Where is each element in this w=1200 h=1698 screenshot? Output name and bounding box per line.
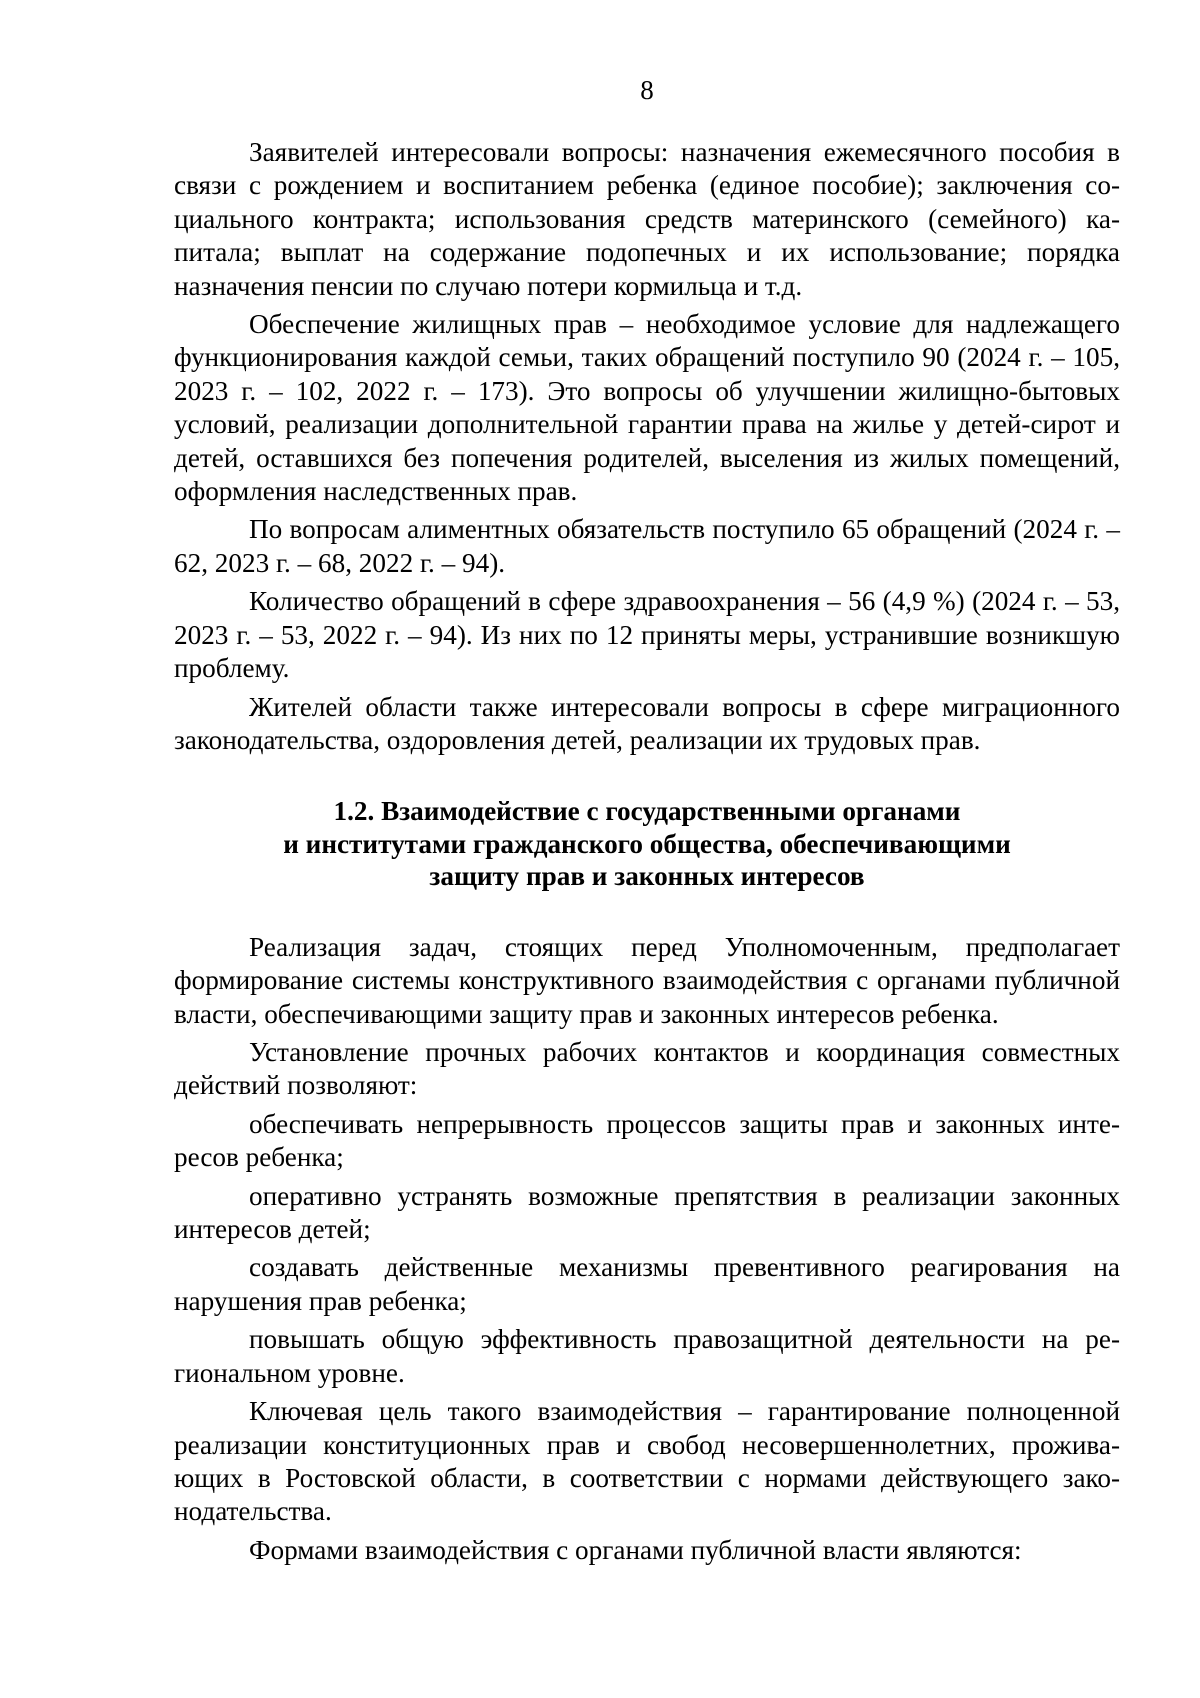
paragraph-healthcare: Количество обращений в сфере здравоохранения – 56 (4,9 %) (2024 г. – 53, 2023 г. – 53, 2022 г. – 94). Из них по 12 приняты меры, устранившие возникшую проблему. bbox=[174, 586, 1120, 684]
section-heading-line: защиту прав и законных интересов bbox=[429, 861, 865, 892]
paragraph-migration: Жителей области также интересовали вопросы в сфере миграционного законодательства, оздоровления детей, реализации их трудовых прав. bbox=[174, 691, 1120, 755]
paragraph-applicant-questions: Заявителей интересовали вопросы: назначения ежемесячного пособия в связи с рождением и воспитанием ребенка (единое пособие); заключения социального контракта; использования средств материнского (семейного) капитала; выплат на содержание подопечных и их использование; порядка назначения пенсии по случаю потери кормильца и т.д. bbox=[174, 137, 1120, 301]
section-heading-line: 1.2. Взаимодействие с государственными органами bbox=[333, 796, 961, 827]
paragraph-housing-rights: Обеспечение жилищных прав – необходимое условие для надлежащего функционирования каждой семьи, таких обращений поступило 90 (2024 г. – 105, 2023 г. – 102, 2022 г. – 173). Это вопросы об улучшении жилищно-бытовых условий, реализации дополнительной гарантии права на жилье у детей-сирот и детей, оставшихся без попечения родителей, выселения из жилых помещений, оформления наследственных прав. bbox=[174, 309, 1120, 507]
document-body bbox=[174, 136, 1120, 1572]
list-item: оперативно устранять возможные препятствия в реализации законных интересов детей; bbox=[174, 1180, 1120, 1245]
paragraph-key-goal: Ключевая цель такого взаимодействия – гарантирование полноценной реализации конституционных прав и свобод несовершеннолетних, проживающих в Ростовской области, в соответствии с нормами действующего законодательства. bbox=[174, 1396, 1120, 1527]
list-item: повышать общую эффективность правозащитной деятельности на региональном уровне. bbox=[174, 1324, 1120, 1388]
paragraph-forms: Формами взаимодействия с органами публичной власти являются: bbox=[249, 1534, 1022, 1565]
page-number: 8 bbox=[640, 75, 654, 105]
paragraph-tasks: Реализация задач, стоящих перед Уполномоченным, предполагает формирование системы конструктивного взаимодействия с органами публичной власти, обеспечивающими защиту прав и законных интересов ребенка. bbox=[174, 931, 1120, 1029]
list-item: обеспечивать непрерывность процессов защиты прав и законных интересов ребенка; bbox=[174, 1108, 1120, 1173]
paragraph-alimony: По вопросам алиментных обязательств поступило 65 обращений (2024 г. – 62, 2023 г. – 68, 2022 г. – 94). bbox=[174, 514, 1120, 578]
section-heading bbox=[174, 795, 1120, 893]
section-heading-line: и институтами гражданского общества, обеспечивающими bbox=[283, 828, 1011, 859]
list-item: создавать действенные механизмы превентивного реагирования на нарушения прав ребенка; bbox=[174, 1252, 1120, 1316]
paragraph-contacts: Установление прочных рабочих контактов и координация совместных действий позволяют: bbox=[174, 1037, 1120, 1101]
